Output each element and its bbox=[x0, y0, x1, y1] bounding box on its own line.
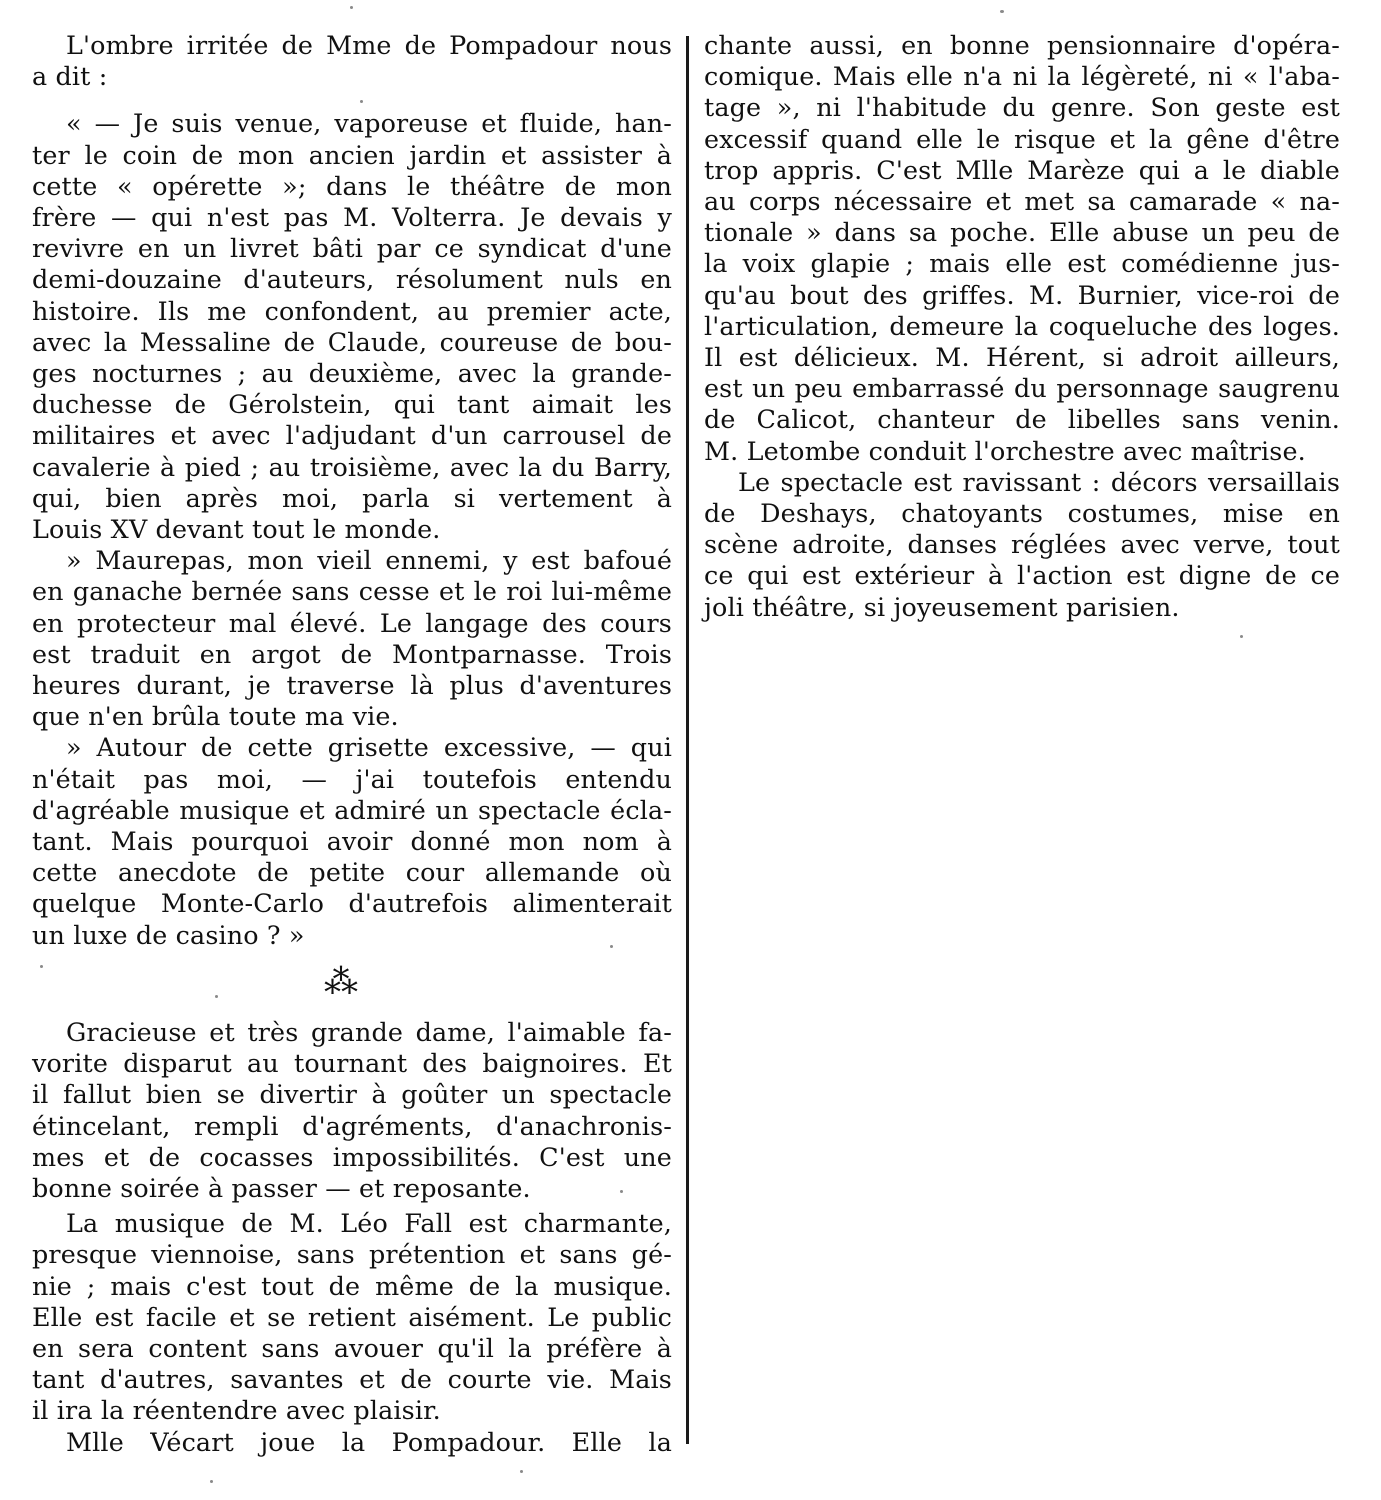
text-line: vorite disparut au tournant des baignoires. Et bbox=[32, 1048, 672, 1079]
text-line: « — Je suis venue, vaporeuse et fluide, han- bbox=[66, 108, 672, 139]
text-line: cette anecdote de petite cour allemande où bbox=[32, 857, 672, 888]
paragraph-pompadour-speech-2 bbox=[32, 545, 672, 732]
text-line: M. Letombe conduit l'orchestre avec maîtrise. bbox=[704, 435, 1306, 466]
text-line: bonne soirée à passer — et reposante. bbox=[32, 1172, 531, 1203]
text-line: L'ombre irritée de Mme de Pompadour nous bbox=[66, 30, 672, 60]
text-line: duchesse de Gérolstein, qui tant aimait les bbox=[32, 389, 672, 420]
text-line: presque viennoise, sans prétention et sans gé- bbox=[32, 1239, 672, 1270]
text-line: Elle est facile et se retient aisément. Le public bbox=[32, 1301, 672, 1332]
section-separator-asterism bbox=[32, 951, 672, 1017]
text-line: nie ; mais c'est tout de même de la musique. bbox=[32, 1270, 672, 1301]
text-line: il ira la réentendre avec plaisir. bbox=[32, 1395, 441, 1426]
text-line: en sera content sans avouer qu'il la préfère à bbox=[32, 1332, 672, 1363]
asterism-glyph: ⁂ bbox=[324, 961, 359, 1002]
text-line: » Autour de cette grisette excessive, — qui bbox=[66, 732, 672, 763]
scan-speck bbox=[1000, 10, 1004, 13]
text-line: ges nocturnes ; au deuxième, avec la grande- bbox=[32, 358, 672, 389]
text-line: cavalerie à pied ; au troisième, avec la du Barry, bbox=[32, 451, 672, 482]
text-line: chante aussi, en bonne pensionnaire d'opéra- bbox=[704, 30, 1340, 60]
text-line: a dit : bbox=[32, 61, 108, 92]
scan-speck bbox=[40, 965, 43, 968]
scan-speck bbox=[215, 995, 218, 998]
text-line: tant d'autres, savantes et de courte vie. Mais bbox=[32, 1364, 672, 1395]
text-line: Louis XV devant tout le monde. bbox=[32, 514, 441, 545]
text-line: joli théâtre, si joyeusement parisien. bbox=[704, 591, 1180, 622]
text-line: est traduit en argot de Montparnasse. Trois bbox=[32, 638, 672, 669]
text-line: tage », ni l'habitude du genre. Son geste est bbox=[704, 92, 1340, 123]
text-line: en protecteur mal élevé. Le langage des cours bbox=[32, 607, 672, 638]
text-line: cette « opérette »; dans le théâtre de mon bbox=[32, 170, 672, 201]
text-line: de Deshays, chatoyants costumes, mise en bbox=[704, 498, 1340, 529]
paragraph-performers bbox=[704, 30, 1340, 467]
text-line: au corps nécessaire et met sa camarade « na- bbox=[704, 186, 1340, 217]
text-line: mes et de cocasses impossibilités. C'est une bbox=[32, 1141, 672, 1172]
text-line: trop appris. C'est Mlle Marèze qui a le diable bbox=[704, 154, 1340, 185]
right-column bbox=[704, 30, 1340, 623]
text-line: frère — qui n'est pas M. Volterra. Je devais y bbox=[32, 202, 672, 233]
text-line: comique. Mais elle n'a ni la légèreté, ni « l'aba- bbox=[704, 61, 1340, 92]
text-line: Mlle Vécart joue la Pompadour. Elle la bbox=[66, 1426, 672, 1457]
text-line: que n'en brûla toute ma vie. bbox=[32, 701, 399, 732]
scan-speck bbox=[360, 100, 363, 103]
text-line: en ganache bernée sans cesse et le roi lui-même bbox=[32, 576, 672, 607]
text-line: d'agréable musique et admiré un spectacle écla- bbox=[32, 794, 672, 825]
scan-speck bbox=[620, 1190, 623, 1193]
text-line: heures durant, je traverse là plus d'aventures bbox=[32, 670, 672, 701]
text-line: tant. Mais pourquoi avoir donné mon nom à bbox=[32, 826, 672, 857]
text-line: excessif quand elle le risque et la gêne d'être bbox=[704, 123, 1340, 154]
paragraph-music bbox=[32, 1208, 672, 1426]
scan-speck bbox=[210, 1480, 213, 1483]
text-line: qu'au bout des griffes. M. Burnier, vice-roi de bbox=[704, 279, 1340, 310]
text-line: scène adroite, danses réglées avec verve, tout bbox=[704, 529, 1340, 560]
left-column bbox=[32, 30, 672, 1458]
text-line: étincelant, rempli d'agréments, d'anachronis- bbox=[32, 1110, 672, 1141]
text-line: il fallut bien se divertir à goûter un spectacle bbox=[32, 1079, 672, 1110]
scan-speck bbox=[520, 1470, 523, 1473]
paragraph-vecart bbox=[32, 1427, 672, 1458]
paragraph-intro bbox=[32, 30, 672, 92]
text-line: militaires et avec l'adjudant d'un carrousel de bbox=[32, 420, 672, 451]
text-line: ter le coin de mon ancien jardin et assister à bbox=[32, 139, 672, 170]
text-line: est un peu embarrassé du personnage saugrenu bbox=[704, 373, 1340, 404]
text-line: tionale » dans sa poche. Elle abuse un peu de bbox=[704, 217, 1340, 248]
text-line: la voix glapie ; mais elle est comédienne jus- bbox=[704, 248, 1340, 279]
text-line: avec la Messaline de Claude, coureuse de bou- bbox=[32, 326, 672, 357]
text-line: qui, bien après moi, parla si vertement à bbox=[32, 482, 672, 513]
paragraph-spectacle bbox=[704, 467, 1340, 623]
paragraph-pompadour-speech-3 bbox=[32, 732, 672, 950]
text-line: histoire. Ils me confondent, au premier acte, bbox=[32, 295, 672, 326]
text-line: n'était pas moi, — j'ai toutefois entendu bbox=[32, 763, 672, 794]
text-line: Le spectacle est ravissant : décors versaillais bbox=[738, 466, 1340, 497]
paragraph-favorite-disappeared bbox=[32, 1017, 672, 1204]
text-line: Gracieuse et très grande dame, l'aimable fa- bbox=[66, 1016, 672, 1047]
scan-speck bbox=[350, 6, 353, 9]
text-line: demi-douzaine d'auteurs, résolument nuls en bbox=[32, 264, 672, 295]
text-line: La musique de M. Léo Fall est charmante, bbox=[66, 1208, 672, 1239]
text-line: quelque Monte-Carlo d'autrefois alimenterait bbox=[32, 888, 672, 919]
scan-speck bbox=[610, 945, 613, 948]
text-line: ce qui est extérieur à l'action est digne de ce bbox=[704, 560, 1340, 591]
column-rule bbox=[686, 36, 689, 1444]
paragraph-pompadour-speech-1 bbox=[32, 108, 672, 545]
text-line: revivre en un livret bâti par ce syndicat d'une bbox=[32, 233, 672, 264]
text-line: Il est délicieux. M. Hérent, si adroit ailleurs, bbox=[704, 342, 1340, 373]
text-line: de Calicot, chanteur de libelles sans venin. bbox=[704, 404, 1340, 435]
text-line: un luxe de casino ? » bbox=[32, 919, 305, 950]
text-line: l'articulation, demeure la coqueluche des loges. bbox=[704, 310, 1340, 341]
scan-speck bbox=[1240, 635, 1243, 638]
text-line: » Maurepas, mon vieil ennemi, y est bafoué bbox=[66, 545, 672, 576]
